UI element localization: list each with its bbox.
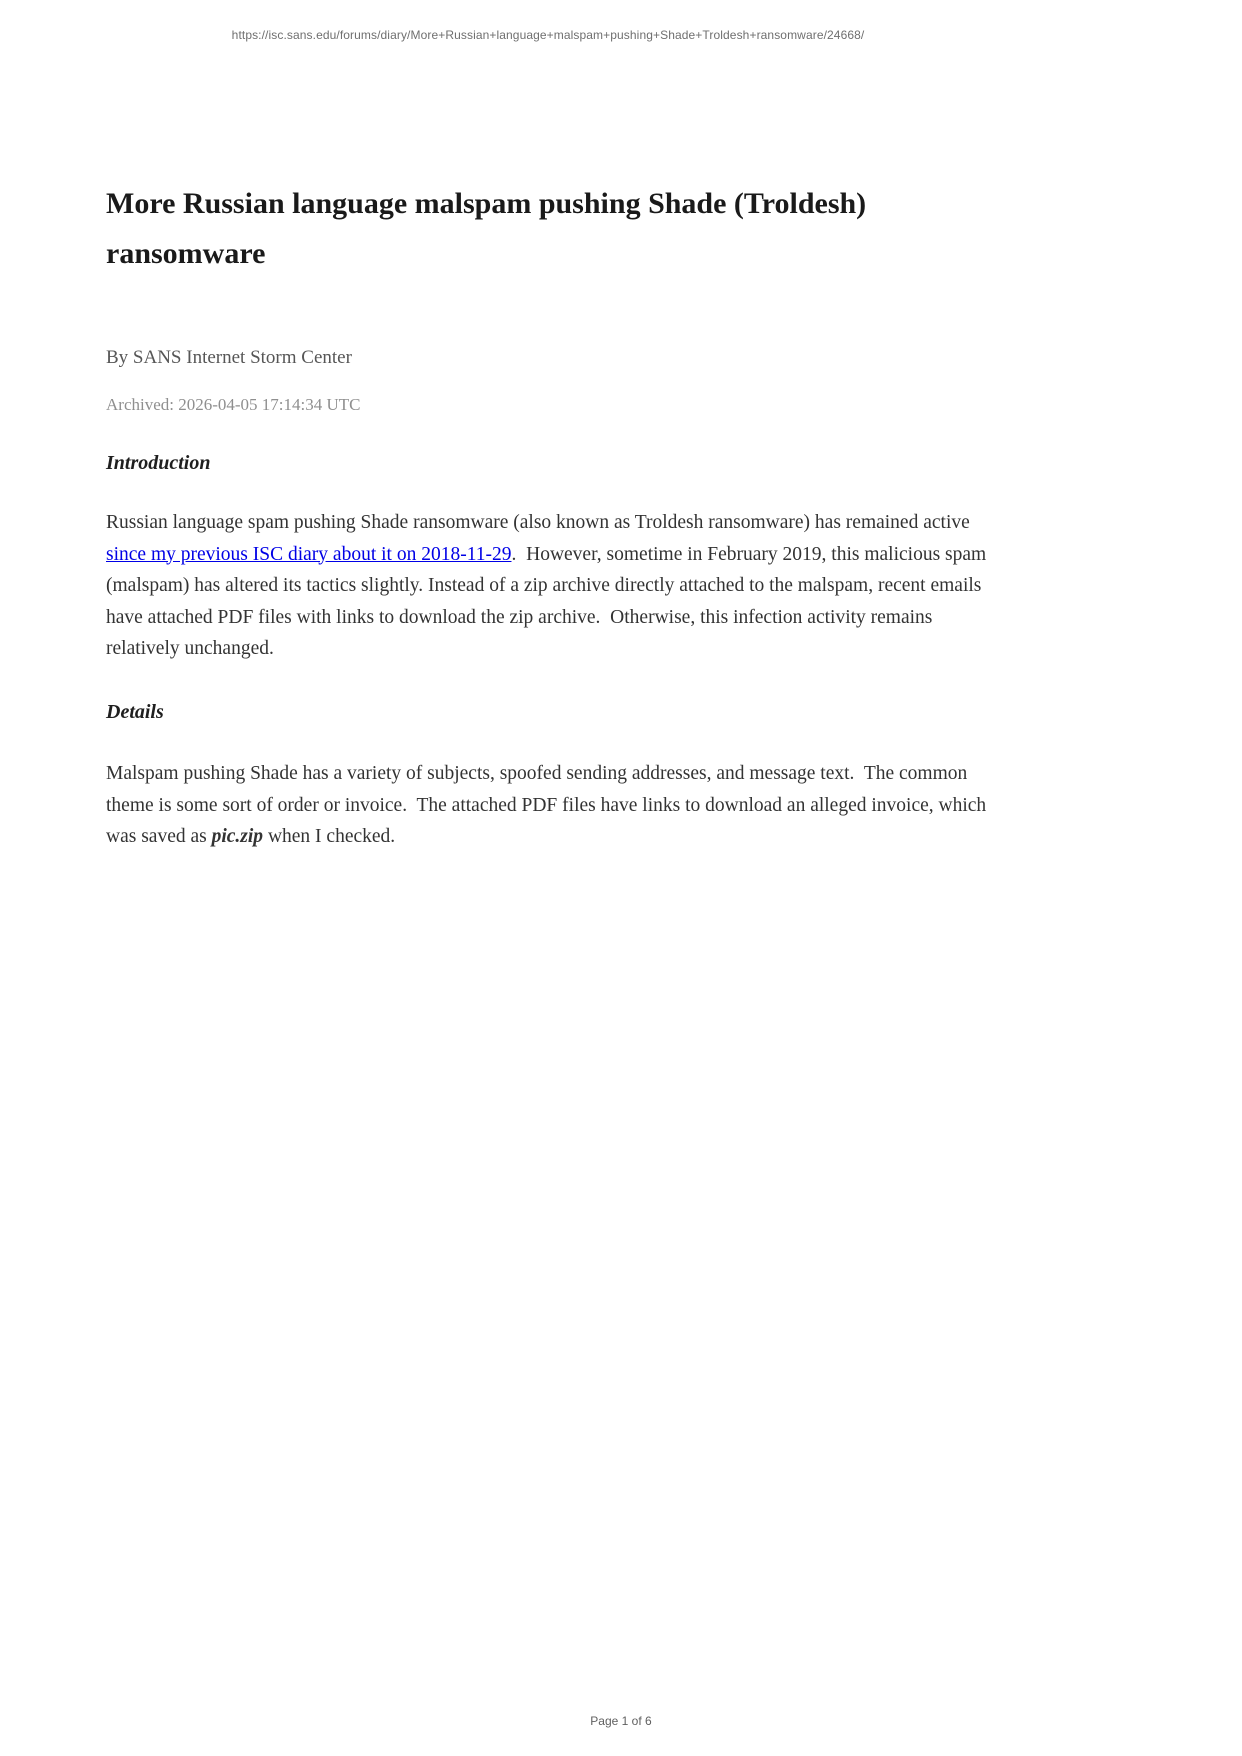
details-paragraph-text-before-filename: Malspam pushing Shade has a variety of subjects, spoofed sending addresses, and message text. The common theme is some sort of order or invoice. The attached PDF files have links to download an alleged invoice, which was saved as [106, 763, 992, 847]
intro-paragraph-text-after-link: . However, sometime in February 2019, this malicious spam (malspam) has altered its tactics slightly. Instead of a zip archive directly attached to the malspam, recent emails have attached PDF files with links to download the zip archive. Otherwise, this infection activity remains relatively unchanged. [106, 543, 992, 659]
intro-paragraph [106, 507, 996, 665]
article-byline: By SANS Internet Storm Center [106, 347, 352, 368]
section-heading-details: Details [106, 701, 164, 723]
filename-emphasis: pic.zip [211, 826, 264, 847]
section-heading-introduction: Introduction [106, 452, 211, 474]
details-paragraph-text-after-filename: when I checked. [263, 826, 396, 847]
details-paragraph [106, 758, 996, 853]
archived-timestamp: Archived: 2026-04-05 17:14:34 UTC [106, 395, 361, 414]
previous-diary-link[interactable]: since my previous ISC diary about it on 2018-11-29 [106, 543, 512, 565]
page-number-indicator: Page 1 of 6 [590, 1714, 652, 1728]
article-title: More Russian language malspam pushing Shade (Troldesh) ransomware [106, 187, 867, 270]
print-header-url: https://isc.sans.edu/forums/diary/More+Russian+language+malspam+pushing+Shade+Troldesh+ransomware/24668/ [231, 28, 865, 42]
intro-paragraph-text-before-link: Russian language spam pushing Shade ransomware (also known as Troldesh ransomware) has remained active [106, 512, 975, 533]
